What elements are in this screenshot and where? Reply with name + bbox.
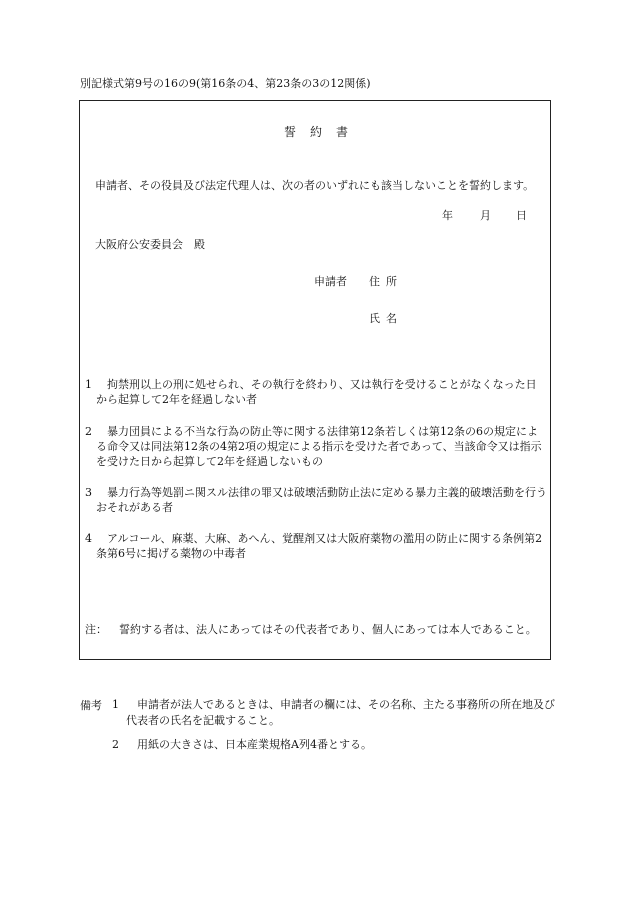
remark-text: 申請者が法人であるときは、申請者の欄には、その名称、主たる事務所の所在地及び代表者の氏名を記載すること。 <box>126 698 555 727</box>
remark-item-1 <box>112 697 557 729</box>
remark-number: 2 <box>112 738 119 751</box>
date-year-label: 年 <box>442 209 453 222</box>
item-number: 1 <box>85 378 92 391</box>
pledge-statement: 申請者、その役員及び法定代理人は、次の者のいずれにも該当しないことを誓約します。 <box>95 179 535 192</box>
pledge-form-frame <box>79 100 551 660</box>
date-day-label: 日 <box>516 209 527 222</box>
note-text: 誓約する者は、法人にあってはその代表者であり、個人にあっては本人であること。 <box>119 623 537 636</box>
item-text: 暴力行為等処罰ニ関スル法律の罪又は破壊活動防止法に定める暴力主義的破壊活動を行うおそれがある者 <box>96 486 547 514</box>
disqualification-item-2 <box>85 424 547 469</box>
date-month-label: 月 <box>480 209 491 222</box>
item-text: 暴力団員による不当な行為の防止等に関する法律第12条若しくは第12条の6の規定による命令又は同法第12条の4第2項の規定による指示を受けた者であって、当該命令又は指示を受けた日から起算して2年を経過しないもの <box>96 425 542 468</box>
remark-item-2 <box>112 737 557 753</box>
remarks-label: 備考 <box>80 699 102 712</box>
remark-text: 用紙の大きさは、日本産業規格A列4番とする。 <box>137 738 372 751</box>
item-text: 拘禁刑以上の刑に処せられ、その執行を終わり、又は執行を受けることがなくなった日から起算して2年を経過しない者 <box>96 378 537 406</box>
item-number: 2 <box>85 425 92 438</box>
form-reference: 別記様式第9号の16の9(第16条の4、第23条の3の12関係) <box>80 77 371 90</box>
item-number: 3 <box>85 486 92 499</box>
note-label: 注： <box>85 623 107 636</box>
form-title: 誓約書 <box>283 125 362 139</box>
remark-number: 1 <box>112 698 119 711</box>
item-text: アルコール、麻薬、大麻、あへん、覚醒剤又は大阪府薬物の濫用の防止に関する条例第2条第6号に掲げる薬物の中毒者 <box>96 532 543 560</box>
address-label: 住所 <box>369 275 403 288</box>
item-number: 4 <box>85 532 92 545</box>
addressee: 大阪府公安委員会 殿 <box>95 238 205 251</box>
applicant-label: 申請者 <box>314 275 347 288</box>
disqualification-item-4 <box>85 531 547 561</box>
note <box>85 624 537 635</box>
name-label: 氏名 <box>369 312 403 325</box>
disqualification-item-3 <box>85 485 547 515</box>
disqualification-item-1 <box>85 377 547 407</box>
